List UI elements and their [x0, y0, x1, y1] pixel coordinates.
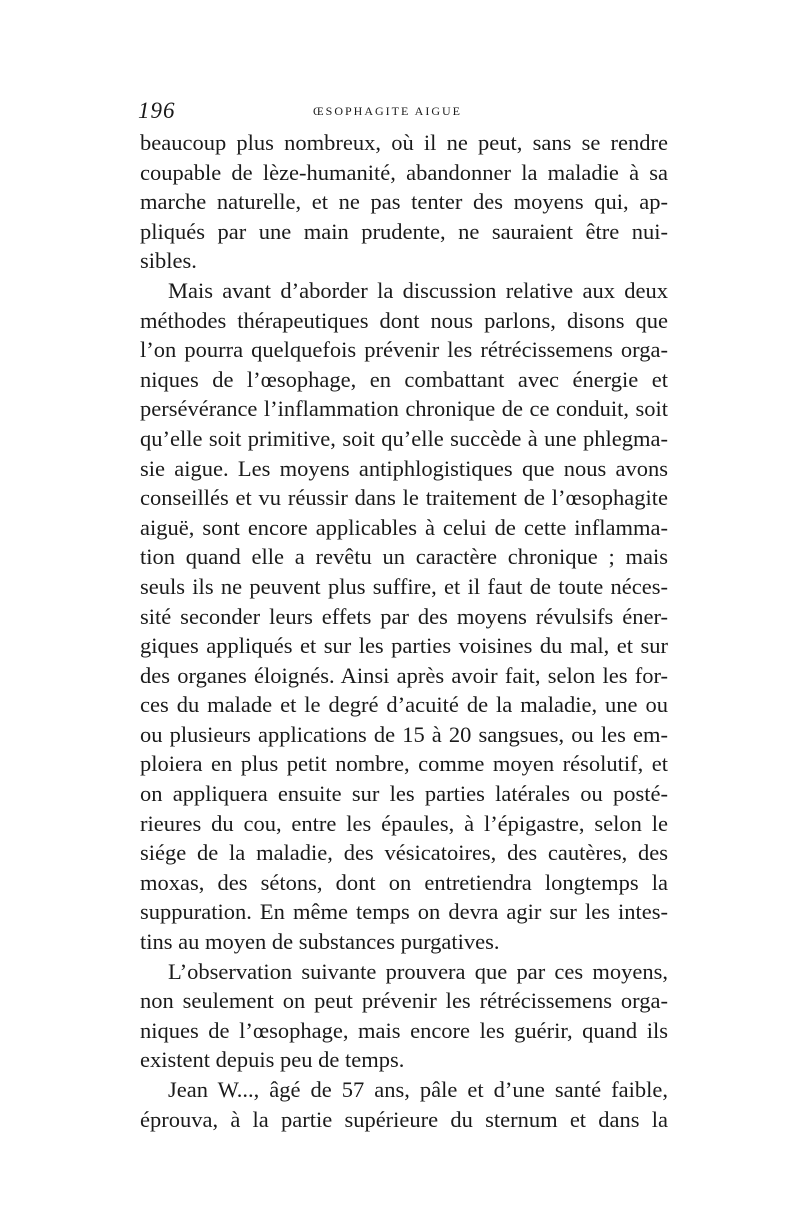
page-number: 196 [138, 98, 176, 123]
text-line: seuls ils ne peuvent plus suffire, et il faut de toute néces- [140, 573, 668, 599]
text-line: coupable de lèze-humanité, abandonner la maladie à sa [140, 159, 668, 185]
running-head: ŒSOPHAGITE AIGUE [313, 104, 462, 118]
text-line: des organes éloignés. Ainsi après avoir fait, selon les for- [140, 662, 668, 688]
page-header [138, 98, 668, 124]
text-line: ou plusieurs applications de 15 à 20 sangsues, ou les em- [140, 721, 668, 747]
text-line: sie aigue. Les moyens antiphlogistiques que nous avons [140, 455, 668, 481]
text-line: Mais avant d’aborder la discussion relative aux deux [168, 277, 668, 303]
text-line: pliqués par une main prudente, ne sauraient être nui- [140, 218, 668, 244]
text-line: aiguë, sont encore applicables à celui de cette inflamma- [140, 514, 668, 540]
text-line: marche naturelle, et ne pas tenter des moyens qui, ap- [140, 189, 668, 215]
text-line: persévérance l’inflammation chronique de ce conduit, soit [140, 396, 668, 422]
text-line: moxas, des sétons, dont on entretiendra longtemps la [140, 869, 668, 895]
text-line: non seulement on peut prévenir les rétrécissemens orga- [140, 988, 668, 1014]
text-line: tion quand elle a revêtu un caractère chronique ; mais [140, 544, 668, 570]
text-line: niques de l’œsophage, mais encore les guérir, quand ils [140, 1017, 668, 1043]
text-line: ces du malade et le degré d’acuité de la maladie, une ou [140, 692, 668, 718]
text-line: ploiera en plus petit nombre, comme moyen résolutif, et [140, 751, 668, 777]
text-line: beaucoup plus nombreux, où il ne peut, sans se rendre [140, 130, 668, 155]
text-line: tins au moyen de substances purgatives. [140, 929, 500, 955]
text-line: qu’elle soit primitive, soit qu’elle succède à une phlegma- [140, 425, 668, 451]
text-line: giques appliqués et sur les parties voisines du mal, et sur [140, 633, 668, 659]
text-line: on appliquera ensuite sur les parties latérales ou posté- [140, 781, 668, 807]
text-line: sité seconder leurs effets par des moyens révulsifs éner- [140, 603, 668, 629]
text-line: Jean W..., âgé de 57 ans, pâle et d’une santé faible, [168, 1077, 668, 1102]
text-line: L’observation suivante prouvera que par ces moyens, [168, 958, 668, 984]
text-line: siége de la maladie, des vésicatoires, des cautères, des [140, 840, 668, 866]
text-line: niques de l’œsophage, en combattant avec énergie et [140, 366, 668, 392]
text-line: conseillés et vu réussir dans le traitement de l’œsophagite [140, 485, 668, 511]
text-line: éprouva, à la partie supérieure du sternum et dans la [140, 1106, 668, 1132]
body-text [140, 128, 668, 1134]
text-line: suppuration. En même temps on devra agir sur les intes- [140, 899, 668, 925]
text-line: sibles. [140, 248, 197, 274]
text-line: existent depuis peu de temps. [140, 1047, 405, 1073]
text-line: rieures du cou, entre les épaules, à l’épigastre, selon le [140, 810, 668, 836]
text-line: l’on pourra quelquefois prévenir les rétrécissemens orga- [140, 337, 668, 363]
text-line: méthodes thérapeutiques dont nous parlons, disons que [140, 307, 668, 333]
